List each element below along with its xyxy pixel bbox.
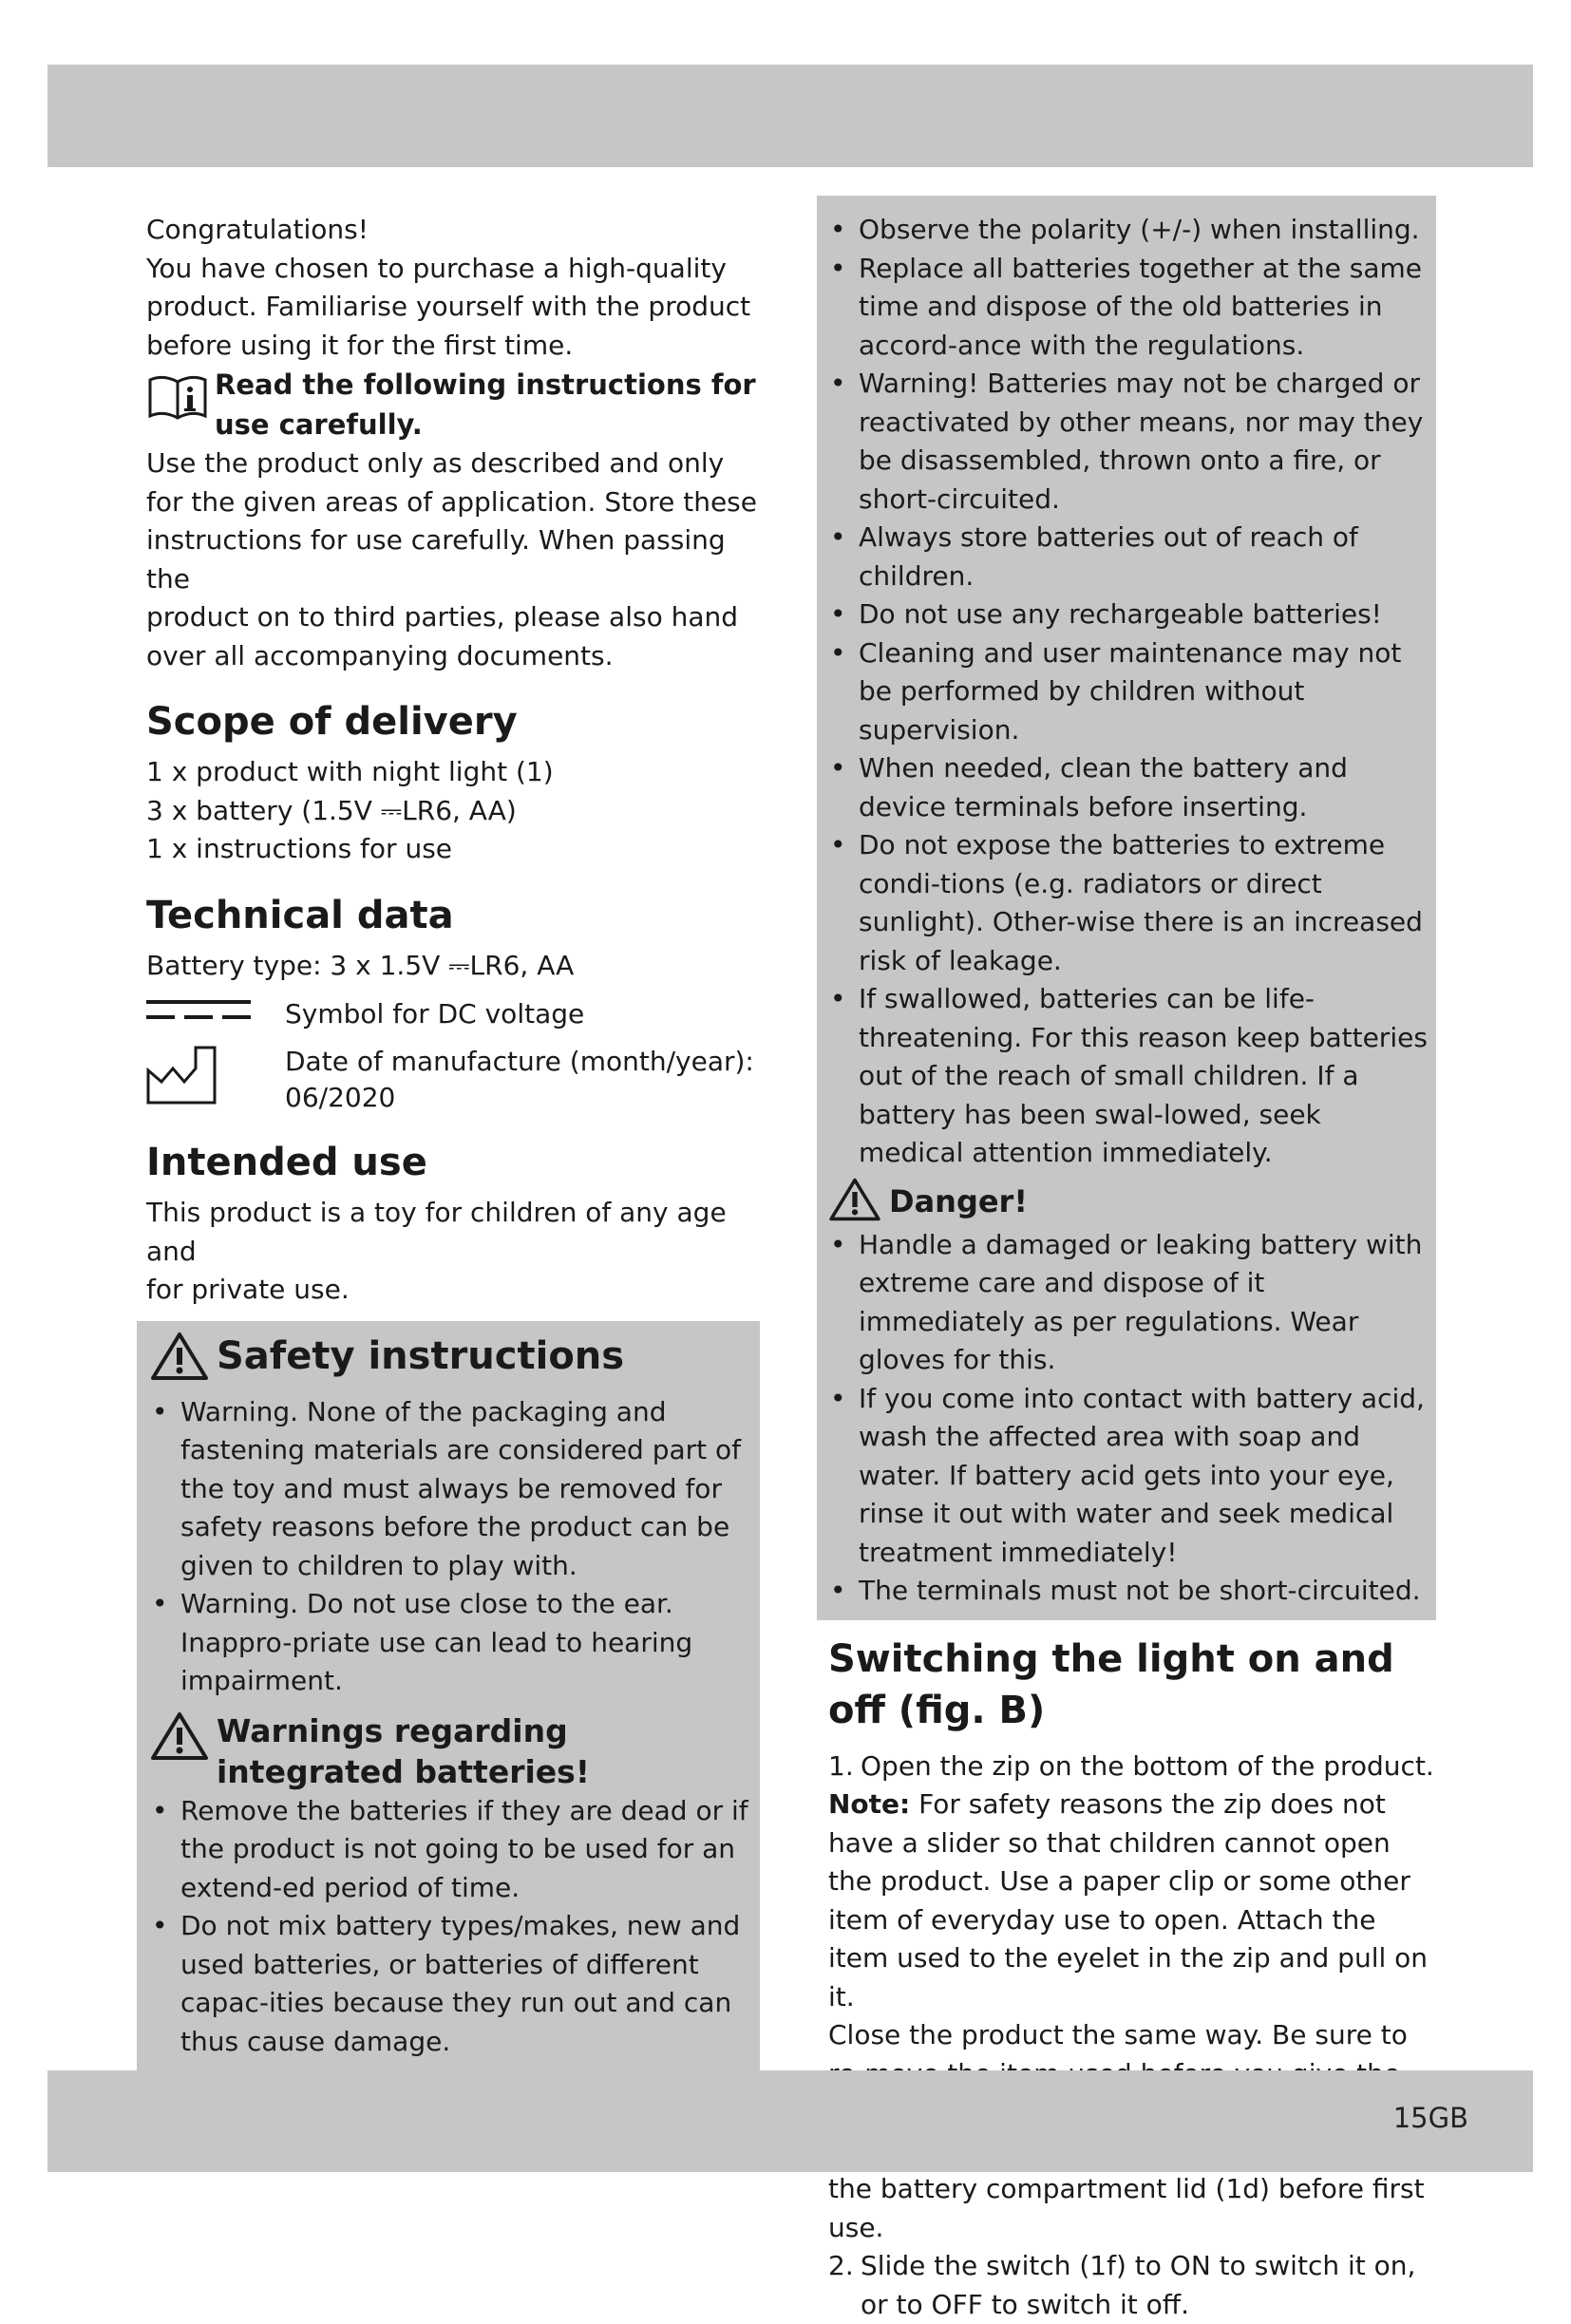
list-item: • Always store batteries out of reach of children. (828, 519, 1430, 595)
header-band (47, 65, 1533, 167)
safety-instructions-box (137, 1321, 760, 2079)
warning-triangle-icon (150, 1331, 209, 1386)
scope-item: 1 x instructions for use (146, 833, 453, 864)
warning-triangle-icon (150, 1710, 209, 1766)
switching-steps (828, 2247, 1436, 2324)
step-item (828, 1748, 1436, 1786)
safety-heading: Safety instructions (217, 1333, 625, 1378)
list-item: • Warning. Do not use close to the ear. Inappro-priate use can lead to hearing impairment. (150, 1585, 752, 1701)
battery-type: Battery type: 3 x 1.5V ⎓LR6, AA (146, 949, 575, 981)
danger-heading-row (828, 1177, 1430, 1226)
danger-heading: Danger! (889, 1182, 1028, 1219)
factory-date-icon (146, 1044, 285, 1108)
technical-heading: Technical data (146, 893, 454, 937)
list-item: • Do not mix battery types/makes, new and used batteries, or batteries of different capac-ities because they run out and can thus cause damage. (150, 1907, 752, 2061)
danger-list (828, 1226, 1430, 1611)
dc-symbol-row (146, 996, 757, 1032)
intended-use-heading: Intended use (146, 1141, 427, 1184)
scope-item: 3 x battery (1.5V ⎓LR6, AA) (146, 794, 517, 826)
list-item: • Do not expose the batteries to extreme condi-tions (e.g. radiators or direct sunlight). Other-wise there is an increased risk of leakage. (828, 826, 1430, 980)
note-label: Note: (828, 1788, 911, 1820)
intro-line: Congratulations! (146, 214, 369, 245)
step-item (828, 2247, 1436, 2324)
manufacture-text: Date of manufacture (month/year): (285, 1046, 754, 1077)
usage-line: Use the product only as described and only (146, 447, 725, 479)
manufacture-row (146, 1044, 757, 1116)
switching-heading: Switching the light on and off (fig. B) (828, 1636, 1394, 1732)
list-item: • Cleaning and user maintenance may not be performed by children without supervision. (828, 634, 1430, 750)
list-item: • Replace all batteries together at the same time and dispose of the old batteries in accord-ance with the regulations. (828, 250, 1430, 366)
read-instructions-notice (146, 365, 757, 444)
step-number: 1. (828, 1749, 854, 1782)
battery-warning-heading: Warnings regarding integrated batteries! (217, 1711, 590, 1790)
close-instruction: Close the product the same way. Be sure to (828, 2019, 1408, 2050)
intro-line: You have chosen to purchase a high-quality (146, 252, 727, 284)
footer-band (47, 2070, 1533, 2172)
list-item: • Warning! Batteries may not be charged or reactivated by other means, nor may they be disassembled, thrown onto a fire, or short-circuited. (828, 365, 1430, 519)
battery-safety-box (817, 196, 1436, 1620)
safety-heading-row (150, 1331, 752, 1386)
battery-warning-list (150, 1792, 752, 2062)
note-text: For safety reasons the zip does not have a slider so that children cannot open the product. Use a paper clip or some other item of everyday use to open. Attach the item used to the eyelet in the zip and pull on it. (828, 1788, 1429, 2012)
warning-triangle-icon (828, 1177, 881, 1226)
switching-steps (828, 1748, 1436, 1786)
step-number: 2. (828, 2250, 854, 2281)
manufacture-date: 06/2020 (285, 1082, 396, 1113)
left-column (146, 211, 757, 2078)
intended-use-line: for private use. (146, 1274, 350, 1305)
page-number: 15GB (1392, 2102, 1468, 2134)
read-instructions-text: Read the following instructions for use carefully. (215, 368, 756, 441)
right-column (828, 196, 1436, 2324)
usage-line: product on to third parties, please also hand (146, 601, 739, 633)
list-item: • Remove the batteries if they are dead or if the product is not going to be used for an extend-ed period of time. (150, 1792, 752, 1908)
book-info-icon (146, 370, 215, 427)
usage-line: for the given areas of application. Store these (146, 485, 757, 518)
battery-warning-heading-row (150, 1710, 752, 1792)
usage-line: over all accompanying documents. (146, 639, 614, 671)
intro-line: before using it for the first time. (146, 329, 574, 361)
step-text: Slide the switch (1f) to ON to switch it on, or to OFF to switch it off. (861, 2250, 1416, 2320)
usage-line: instructions for use carefully. When passing the (146, 524, 726, 595)
battery-list (828, 211, 1430, 1173)
list-item: • Warning. None of the packaging and fastening materials are considered part of the toy and must always be removed for safety reasons before the product can be given to children to play with. (150, 1393, 752, 1586)
scope-item: 1 x product with night light (1) (146, 756, 554, 787)
list-item: • Observe the polarity (+/-) when installing. (828, 211, 1430, 250)
note-paragraph (828, 1786, 1436, 2016)
scope-heading: Scope of delivery (146, 700, 518, 744)
intro-line: product. Familiarise yourself with the product (146, 291, 751, 322)
note-text: the battery compartment lid (1d) before first use. (828, 2173, 1425, 2243)
list-item: • The terminals must not be short-circuited. (828, 1572, 1430, 1611)
intended-use-line: This product is a toy for children of any age and (146, 1197, 727, 1267)
list-item: • If you come into contact with battery acid, wash the affected area with soap and water. If battery acid gets into your eye, rinse it out with water and seek medical treatment immediately! (828, 1380, 1430, 1573)
list-item: • If swallowed, batteries can be life-threatening. For this reason keep batteries out of the reach of small children. If a battery has been swal-lowed, seek medical attention immediately. (828, 980, 1430, 1173)
list-item: • Do not use any rechargeable batteries! (828, 595, 1430, 634)
list-item: • When needed, clean the battery and device terminals before inserting. (828, 749, 1430, 826)
step-text: Open the zip on the bottom of the product. (861, 1749, 1434, 1782)
dc-voltage-icon (146, 996, 285, 1029)
safety-list (150, 1393, 752, 1701)
list-item: • Handle a damaged or leaking battery with extreme care and dispose of it immediately as per regulations. Wear gloves for this. (828, 1226, 1430, 1380)
dc-symbol-text: Symbol for DC voltage (285, 998, 585, 1030)
